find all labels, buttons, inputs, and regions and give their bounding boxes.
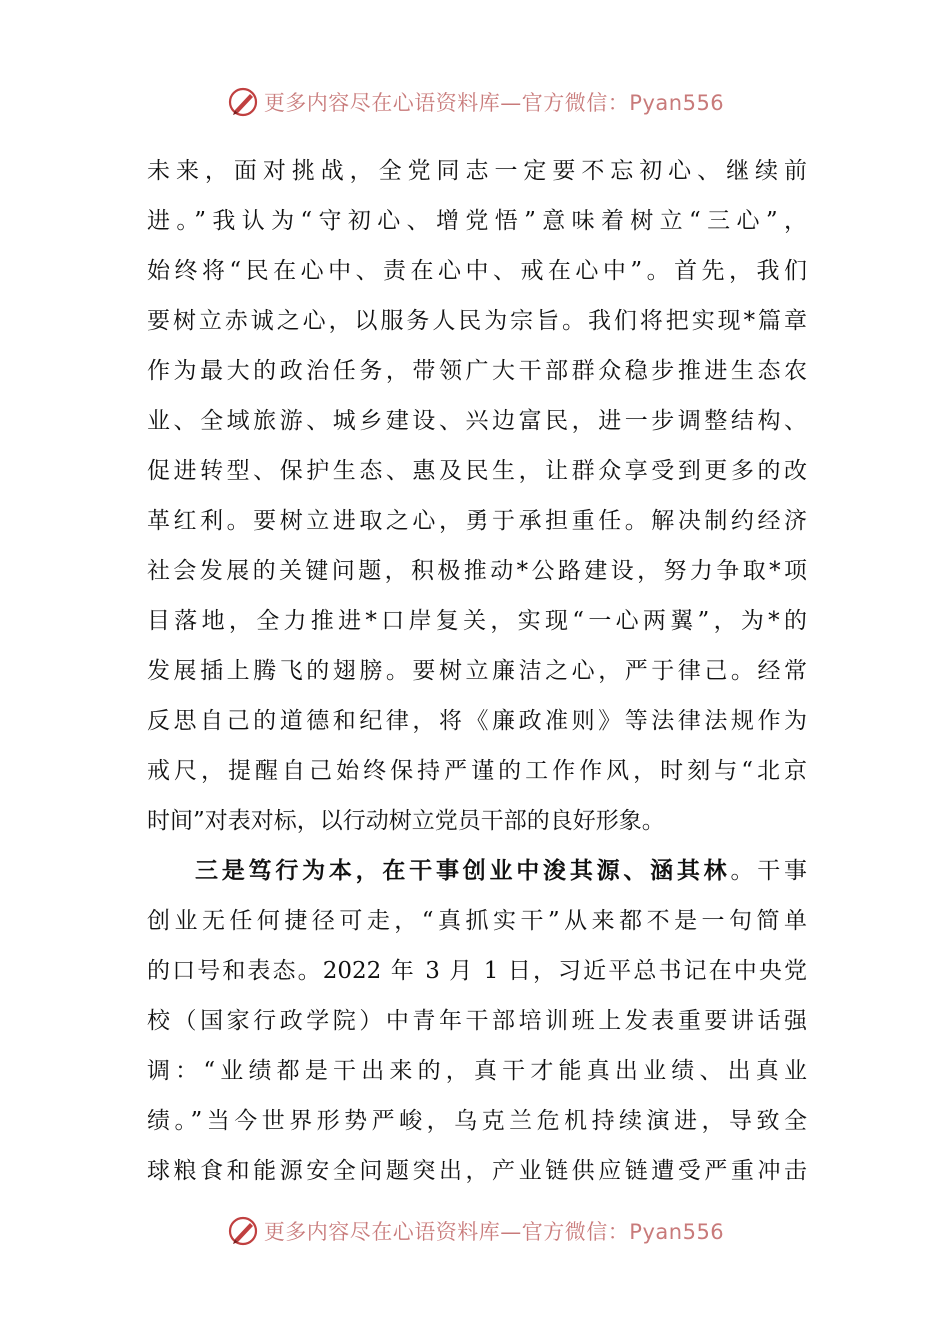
paragraph-line: 的口号和表态。2022 年 3 月 1 日，习近平总书记在中央党 xyxy=(147,958,807,984)
paragraph-line: 进。”我认为“守初心、增党悟”意味着树立“三心”， xyxy=(147,208,807,234)
paragraph-line: 社会发展的关键问题，积极推动*公路建设，努力争取*项 xyxy=(147,558,807,584)
paragraph-line: 绩。”当今世界形势严峻，乌克兰危机持续演进，导致全 xyxy=(147,1108,807,1134)
paragraph-line: 未来，面对挑战，全党同志一定要不忘初心、继续前 xyxy=(147,158,807,184)
paragraph-line: 发展插上腾飞的翅膀。要树立廉洁之心，严于律己。经常 xyxy=(147,658,807,684)
paragraph-line: 始终将“民在心中、责在心中、戒在心中”。首先，我们 xyxy=(147,258,807,284)
paragraph-line: 创业无任何捷径可走，“真抓实干”从来都不是一句简单 xyxy=(147,908,807,934)
paragraph-line: 目落地，全力推进*口岸复关，实现“一心两翼”，为*的 xyxy=(147,608,807,634)
watermark-text: 更多内容尽在心语资料库—官方微信：Pyan556 xyxy=(263,91,725,115)
pen-logo-icon xyxy=(226,1214,260,1248)
footer-watermark-banner xyxy=(0,1209,950,1253)
pen-logo-icon xyxy=(226,85,260,119)
paragraph-line: 戒尺，提醒自己始终保持严谨的工作作风，时刻与“北京 xyxy=(147,758,807,784)
document-body xyxy=(147,146,807,1196)
paragraph-line: 校（国家行政学院）中青年干部培训班上发表重要讲话强 xyxy=(147,1008,807,1034)
paragraph-line: 要树立赤诚之心，以服务人民为宗旨。我们将把实现*篇章 xyxy=(147,308,807,334)
watermark-text: 更多内容尽在心语资料库—官方微信：Pyan556 xyxy=(263,1220,725,1244)
section-heading-line xyxy=(147,846,807,896)
paragraph-line: 调：“业绩都是干出来的，真干才能真出业绩、出真业 xyxy=(147,1058,807,1084)
paragraph-line: 作为最大的政治任务，带领广大干部群众稳步推进生态农 xyxy=(147,358,807,384)
paragraph-line: 革红利。要树立进取之心，勇于承担重任。解决制约经济 xyxy=(147,508,807,534)
paragraph-line: 反思自己的道德和纪律，将《廉政准则》等法律法规作为 xyxy=(147,708,807,734)
paragraph-line: 促进转型、保护生态、惠及民生，让群众享受到更多的改 xyxy=(147,458,807,484)
section-heading: 三是笃行为本，在干事创业中浚其源、涵其林 xyxy=(195,857,731,884)
paragraph-line-last: 时间”对表对标，以行动树立党员干部的良好形象。 xyxy=(147,808,665,834)
header-watermark-banner xyxy=(0,80,950,124)
paragraph-line: 球粮食和能源安全问题突出，产业链供应链遭受严重冲击 xyxy=(147,1158,807,1184)
paragraph-line: 业、全域旅游、城乡建设、兴边富民，进一步调整结构、 xyxy=(147,408,807,434)
section-heading-tail: 。干事 xyxy=(730,858,807,884)
